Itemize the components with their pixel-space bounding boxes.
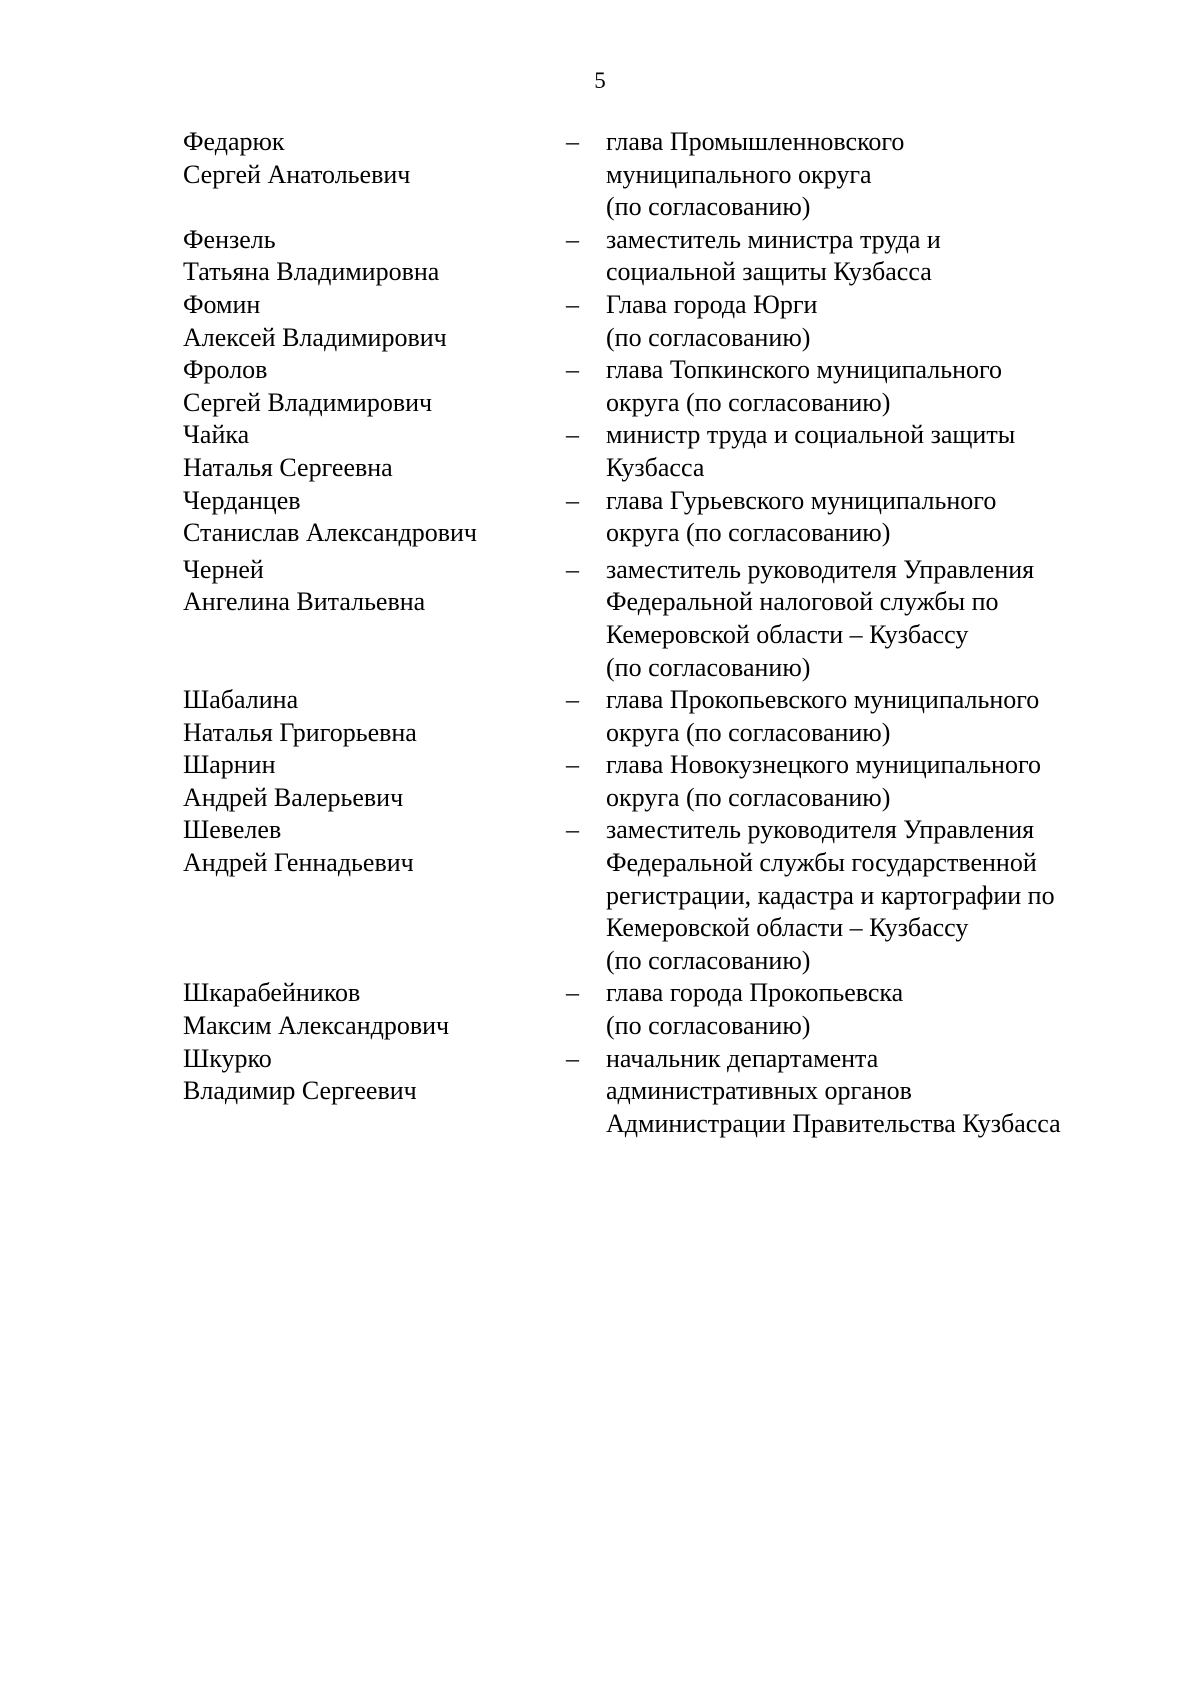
dash-separator: – [566,224,579,254]
dash-separator: – [566,815,579,845]
role-line: Федеральной налоговой службы по [606,587,999,617]
member-given-names: Андрей Геннадьевич [183,848,414,878]
member-surname: Черданцев [183,485,301,515]
role-line: (по согласованию) [606,945,811,975]
list-item [183,684,1123,749]
list-item [183,554,1123,684]
member-name [183,1043,566,1108]
member-name [183,749,566,814]
member-surname: Фомин [183,289,261,319]
role-line: (по согласованию) [606,1011,811,1041]
list-item [183,814,1123,977]
role-line: (по согласованию) [606,192,811,222]
list-item [183,224,1123,289]
dash-separator: – [566,355,579,385]
member-given-names: Станислав Александрович [183,518,477,548]
member-surname: Шевелев [183,815,282,845]
role-line: муниципального округа [606,159,872,189]
role-line: Кузбасса [606,452,705,482]
member-role [606,554,1123,684]
role-line: министр труда и социальной защиты [606,420,1016,450]
role-line: заместитель министра труда и [606,224,941,254]
role-line: Федеральной службы государственной [606,848,1037,878]
list-item [183,126,1123,224]
dash-separator: – [566,554,579,584]
member-given-names: Алексей Владимирович [183,322,447,352]
member-surname: Шкурко [183,1043,272,1073]
list-item [183,1043,1123,1141]
role-line: Кемеровской области – Кузбассу [606,913,969,943]
member-name [183,354,566,419]
member-given-names: Наталья Григорьевна [183,717,417,747]
member-role [606,749,1123,814]
member-surname: Шабалина [183,685,299,715]
member-given-names: Максим Александрович [183,1011,450,1041]
member-role [606,419,1123,484]
page-number: 5 [594,68,606,93]
member-list [183,126,1123,1140]
dash-separator: – [566,750,579,780]
list-item [183,354,1123,419]
list-item [183,289,1123,354]
dash-separator: – [566,485,579,515]
role-line: заместитель руководителя Управления [606,554,1035,584]
member-given-names: Владимир Сергеевич [183,1076,417,1106]
member-name [183,814,566,879]
dash-separator: – [566,127,579,156]
member-surname: Шкарабейников [183,978,361,1008]
member-role [606,354,1123,419]
member-surname: Федарюк [183,127,285,156]
role-line: Глава города Юрги [606,289,818,319]
role-line: глава Топкинского муниципального [606,355,1003,385]
role-line: (по согласованию) [606,652,811,682]
list-item [183,485,1123,550]
member-name [183,126,566,191]
dash-separator: – [566,420,579,450]
member-given-names: Сергей Анатольевич [183,159,411,189]
member-name [183,977,566,1042]
role-line: глава города Прокопьевска [606,978,904,1008]
member-surname: Шарнин [183,750,276,780]
member-given-names: Татьяна Владимировна [183,257,440,287]
role-line: глава Прокопьевского муниципального [606,685,1040,715]
member-name [183,419,566,484]
member-given-names: Сергей Владимирович [183,387,433,417]
role-line: глава Промышленновского [606,127,905,156]
member-name [183,684,566,749]
member-name [183,485,566,550]
member-surname: Фролов [183,355,268,385]
member-name [183,224,566,289]
dash-separator: – [566,978,579,1008]
member-role [606,289,1123,354]
member-given-names: Андрей Валерьевич [183,782,404,812]
member-given-names: Ангелина Витальевна [183,587,426,617]
role-line: заместитель руководителя Управления [606,815,1035,845]
role-line: глава Новокузнецкого муниципального [606,750,1041,780]
member-name [183,289,566,354]
role-line: глава Гурьевского муниципального [606,485,997,515]
dash-separator: – [566,1043,579,1073]
member-surname: Чайка [183,420,250,450]
role-line: социальной защиты Кузбасса [606,257,932,287]
member-role [606,977,1123,1042]
member-role [606,126,1123,224]
member-role [606,485,1123,550]
member-role [606,684,1123,749]
member-role [606,224,1123,289]
role-line: Администрации Правительства Кузбасса [606,1108,1061,1138]
member-role [606,814,1123,977]
dash-separator: – [566,289,579,319]
role-line: Кемеровской области – Кузбассу [606,619,969,649]
role-line: округа (по согласованию) [606,782,891,812]
role-line: округа (по согласованию) [606,387,891,417]
member-given-names: Наталья Сергеевна [183,452,393,482]
role-line: регистрации, кадастра и картографии по [606,880,1055,910]
member-role [606,1043,1123,1141]
member-surname: Черней [183,554,264,584]
role-line: начальник департамента [606,1043,879,1073]
member-surname: Фензель [183,224,276,254]
list-item [183,419,1123,484]
member-name [183,554,566,619]
list-item [183,977,1123,1042]
role-line: административных органов [606,1076,912,1106]
role-line: округа (по согласованию) [606,717,891,747]
role-line: округа (по согласованию) [606,518,891,548]
dash-separator: – [566,685,579,715]
list-item [183,749,1123,814]
role-line: (по согласованию) [606,322,811,352]
